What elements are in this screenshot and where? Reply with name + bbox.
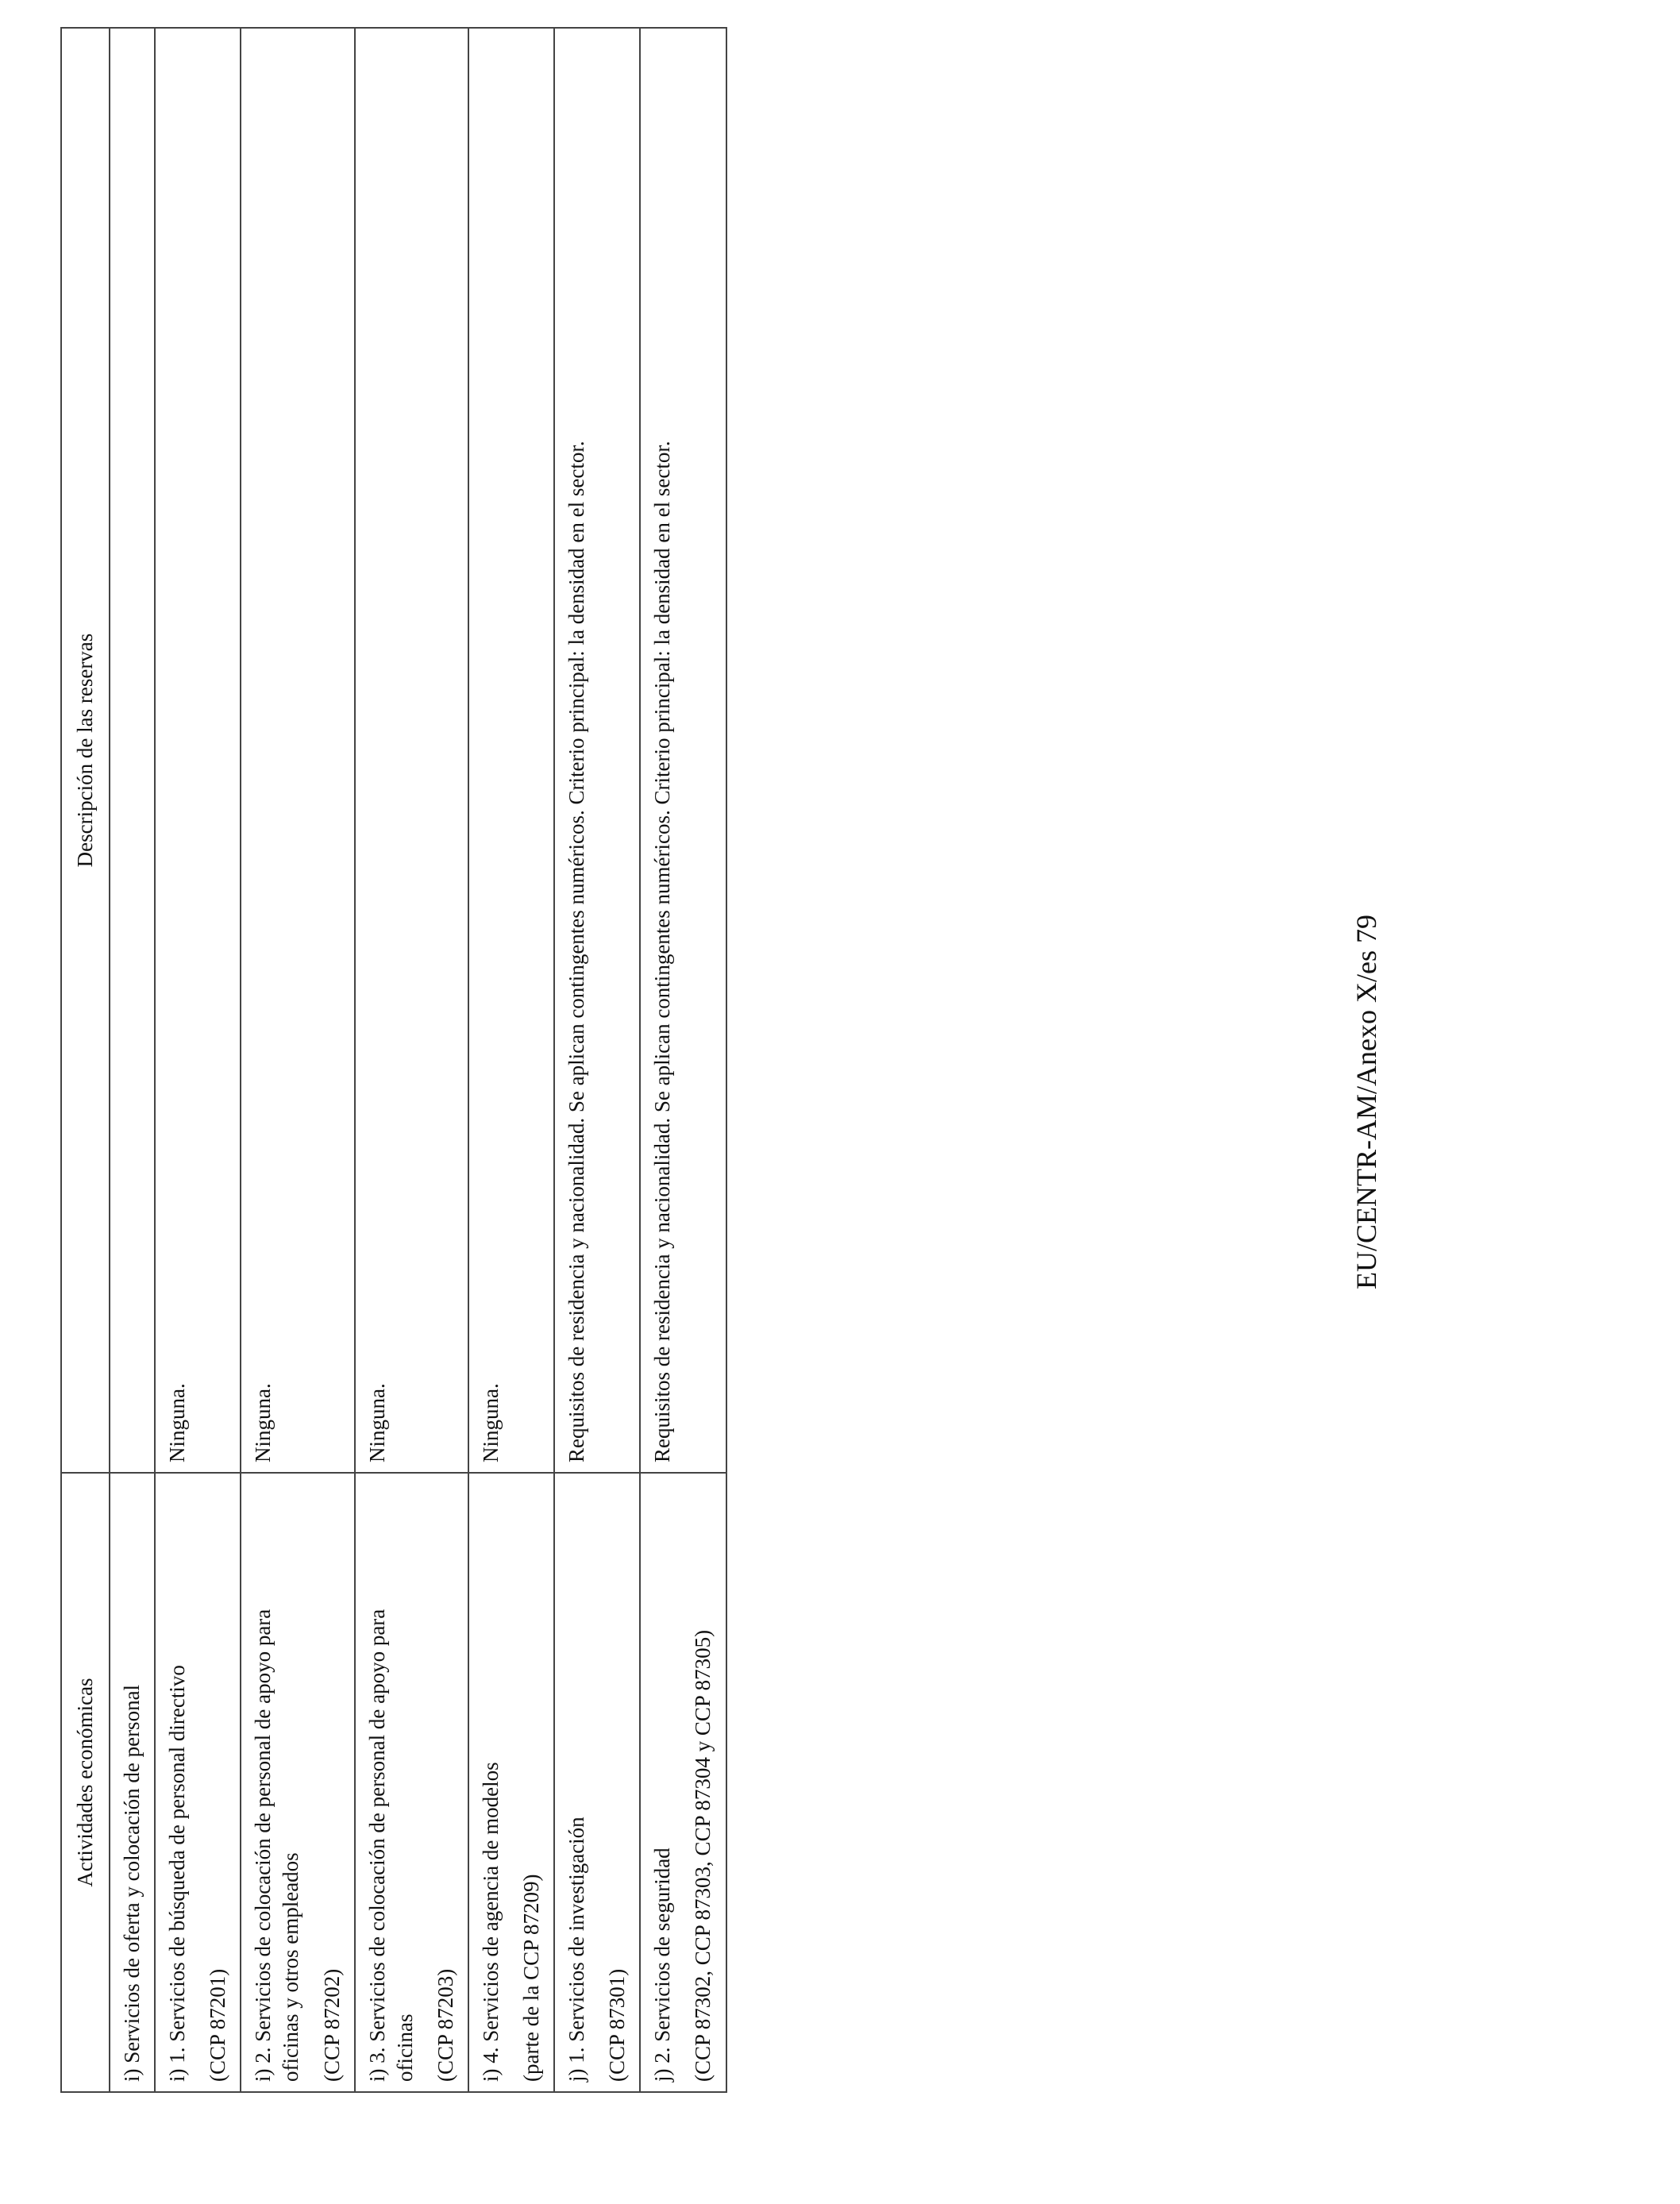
header-description: Descripción de las reservas [61,28,110,1473]
page-footer: EU/CENTR-AM/Anexo X/es 79 [1351,915,1382,1289]
activity-code: (CCP 87203) [433,1968,457,2082]
table-row [241,28,354,2092]
activity-cell [241,1473,354,2092]
description-cell: Ninguna. [241,28,354,1473]
activity-line: i) 1. Servicios de búsqueda de personal directivo [165,1665,190,2082]
description-cell: Requisitos de residencia y nacionalidad. Se aplican contingentes numéricos. Criterio principal: la densidad en el sector. [640,28,726,1473]
activity-cell [640,1473,726,2092]
activity-code: (CCP 87302, CCP 87303, CCP 87304 y CCP 87305) [691,1629,715,2082]
activity-cell [468,1473,554,2092]
table-row [640,28,726,2092]
activity-code: (parte de la CCP 87209) [519,1874,544,2082]
description-cell: Ninguna. [468,28,554,1473]
activity-code: (CCP 87201) [206,1968,230,2082]
description-cell: Requisitos de residencia y nacionalidad. Se aplican contingentes numéricos. Criterio principal: la densidad en el sector. [554,28,640,1473]
activity-line: i) 3. Servicios de colocación de personal de apoyo para [364,1609,389,2082]
activity-code: (CCP 87301) [605,1968,630,2082]
activity-cell [554,1473,640,2092]
activity-line: j) 1. Servicios de investigación [564,1817,589,2082]
activity-line: j) 2. Servicios de seguridad [650,1848,675,2082]
activity-line: i) 4. Servicios de agencia de modelos [478,1762,503,2082]
activity-line: oficinas [392,2013,417,2082]
table-row [355,28,468,2092]
reservations-table [60,27,727,2093]
description-cell: Ninguna. [155,28,241,1473]
activity-line: oficinas y otros empleados [279,1852,303,2082]
header-activity: Actividades económicas [61,1473,110,2092]
activity-line: i) 2. Servicios de colocación de personal de apoyo para [251,1609,276,2082]
section-title: i) Servicios de oferta y colocación de personal [110,1473,155,2092]
description-cell: Ninguna. [355,28,468,1473]
activity-cell [355,1473,468,2092]
header-row [61,28,110,2092]
table-row [155,28,241,2092]
section-row [110,28,155,2092]
activity-code: (CCP 87202) [319,1968,344,2082]
activity-cell [155,1473,241,2092]
section-empty-cell [110,28,155,1473]
table-row [468,28,554,2092]
table-row [554,28,640,2092]
